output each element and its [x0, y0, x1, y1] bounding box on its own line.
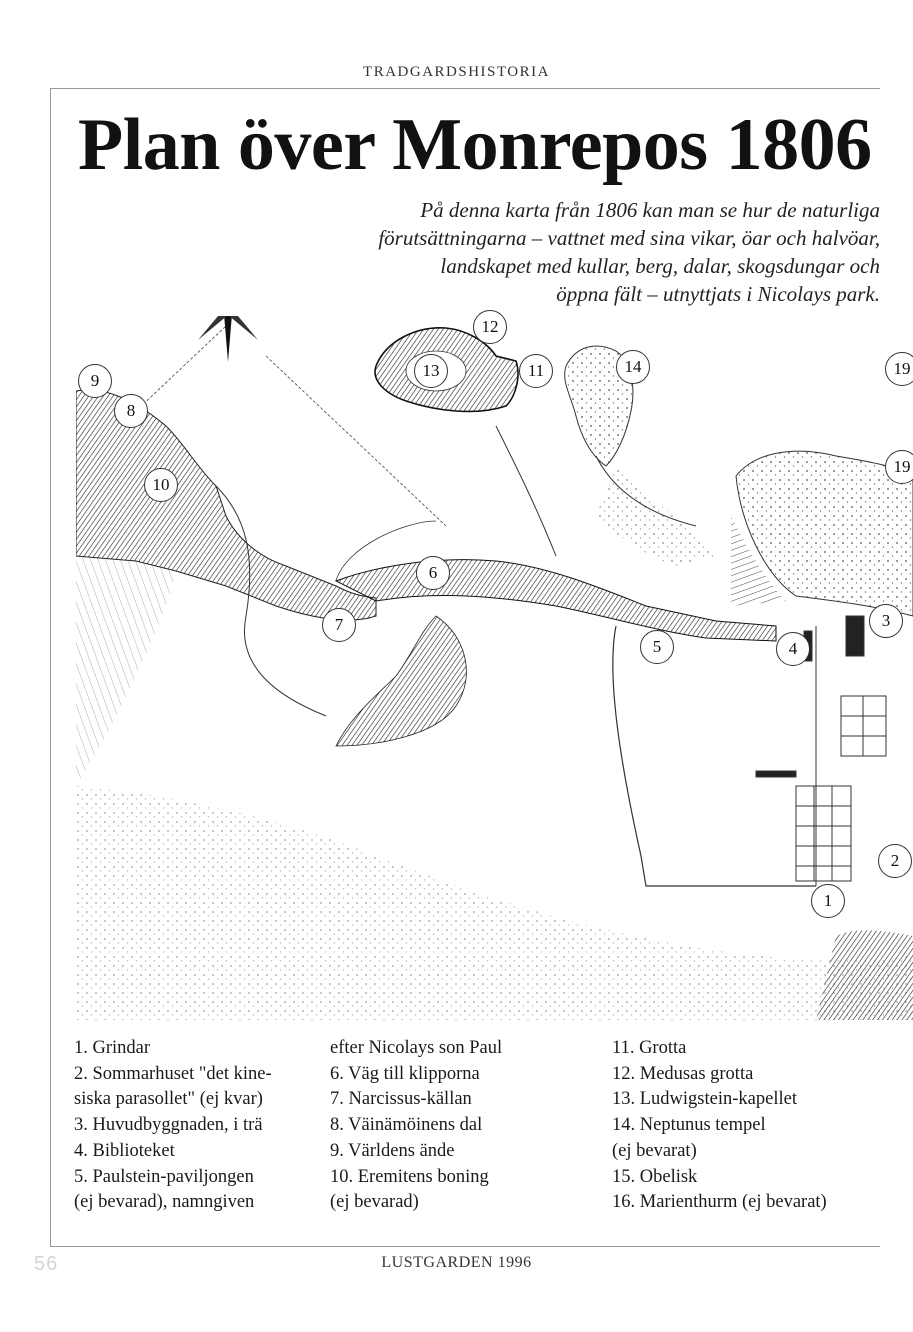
map-marker: 6: [416, 556, 450, 590]
map-marker: 19: [885, 450, 913, 484]
map-marker: 2: [878, 844, 912, 878]
running-head: TRADGARDSHISTORIA: [363, 64, 550, 80]
top-rule: [50, 88, 880, 89]
legend-item: 8. Väinämöinens dal: [330, 1115, 483, 1136]
map-marker: 11: [519, 354, 553, 388]
map-marker: 1: [811, 884, 845, 918]
intro-line: förutsättningarna – vattnet med sina vikar, öar och halvöar,: [378, 226, 880, 250]
intro-line: öppna fält – utnyttjats i Nicolays park.: [556, 282, 880, 306]
legend-item: 6. Väg till klipporna: [330, 1063, 480, 1084]
map-marker: 12: [473, 310, 507, 344]
map-marker: 5: [640, 630, 674, 664]
legend-item: (ej bevarad): [330, 1192, 419, 1213]
path: [496, 426, 556, 556]
intro-line: landskapet med kullar, berg, dalar, skogsdungar och: [440, 254, 880, 278]
legend-item: siska parasollet" (ej kvar): [74, 1089, 263, 1110]
compass-rose-icon: [176, 316, 280, 362]
map-marker: 19: [885, 352, 913, 386]
historical-map: [76, 316, 913, 1020]
rock-ridge: [336, 616, 466, 746]
legend-item: 9. Världens ände: [330, 1140, 455, 1161]
legend-item: 12. Medusas grotta: [612, 1063, 754, 1084]
legend-item: efter Nicolays son Paul: [330, 1038, 503, 1058]
road: [613, 626, 816, 886]
legend-item: 15. Obelisk: [612, 1166, 698, 1187]
corner-forest: [816, 930, 913, 1020]
page-title: Plan över Monrepos 1806: [78, 104, 872, 186]
legend-item: 10. Eremitens boning: [330, 1166, 489, 1187]
map-marker: 7: [322, 608, 356, 642]
map-marker: 13: [414, 354, 448, 388]
intro-text: [280, 196, 880, 308]
legend-item: 14. Neptunus tempel: [612, 1115, 766, 1136]
map-marker: 9: [78, 364, 112, 398]
legend-item: 16. Marienthurm (ej bevarat): [612, 1192, 827, 1213]
page-number: 56: [34, 1253, 59, 1275]
legend-item: 4. Biblioteket: [74, 1140, 175, 1161]
lower-terrain: [76, 786, 913, 1020]
legend-column-1: [74, 1036, 272, 1216]
map-illustration: [76, 316, 913, 1020]
map-marker: 8: [114, 394, 148, 428]
map-marker: 14: [616, 350, 650, 384]
legend-item: 2. Sommarhuset "det kine-: [74, 1063, 272, 1084]
meadow: [596, 466, 716, 566]
map-marker: 4: [776, 632, 810, 666]
left-rule: [50, 88, 51, 1246]
legend-column-2: [330, 1036, 502, 1216]
legend-item: (ej bevarat): [612, 1140, 697, 1161]
map-marker: 3: [869, 604, 903, 638]
map-marker: 10: [144, 468, 178, 502]
legend-column-3: [612, 1036, 827, 1216]
legend-item: 11. Grotta: [612, 1038, 687, 1058]
estate-grid: [756, 616, 886, 881]
shoreline: [336, 560, 776, 641]
intro-line: På denna karta från 1806 kan man se hur de naturliga: [420, 198, 880, 222]
publication-footer: LUSTGARDEN 1996: [381, 1254, 532, 1271]
legend-item: 1. Grindar: [74, 1038, 151, 1058]
legend-item: 3. Huvudbyggnaden, i trä: [74, 1115, 263, 1136]
legend-item: (ej bevarad), namngiven: [74, 1192, 255, 1213]
axis-line: [136, 326, 226, 411]
bottom-rule: [50, 1246, 880, 1247]
legend-item: 13. Ludwigstein-kapellet: [612, 1089, 797, 1110]
legend-item: 5. Paulstein-paviljongen: [74, 1166, 254, 1187]
legend-item: 7. Narcissus-källan: [330, 1089, 472, 1110]
hillside: [76, 556, 176, 786]
